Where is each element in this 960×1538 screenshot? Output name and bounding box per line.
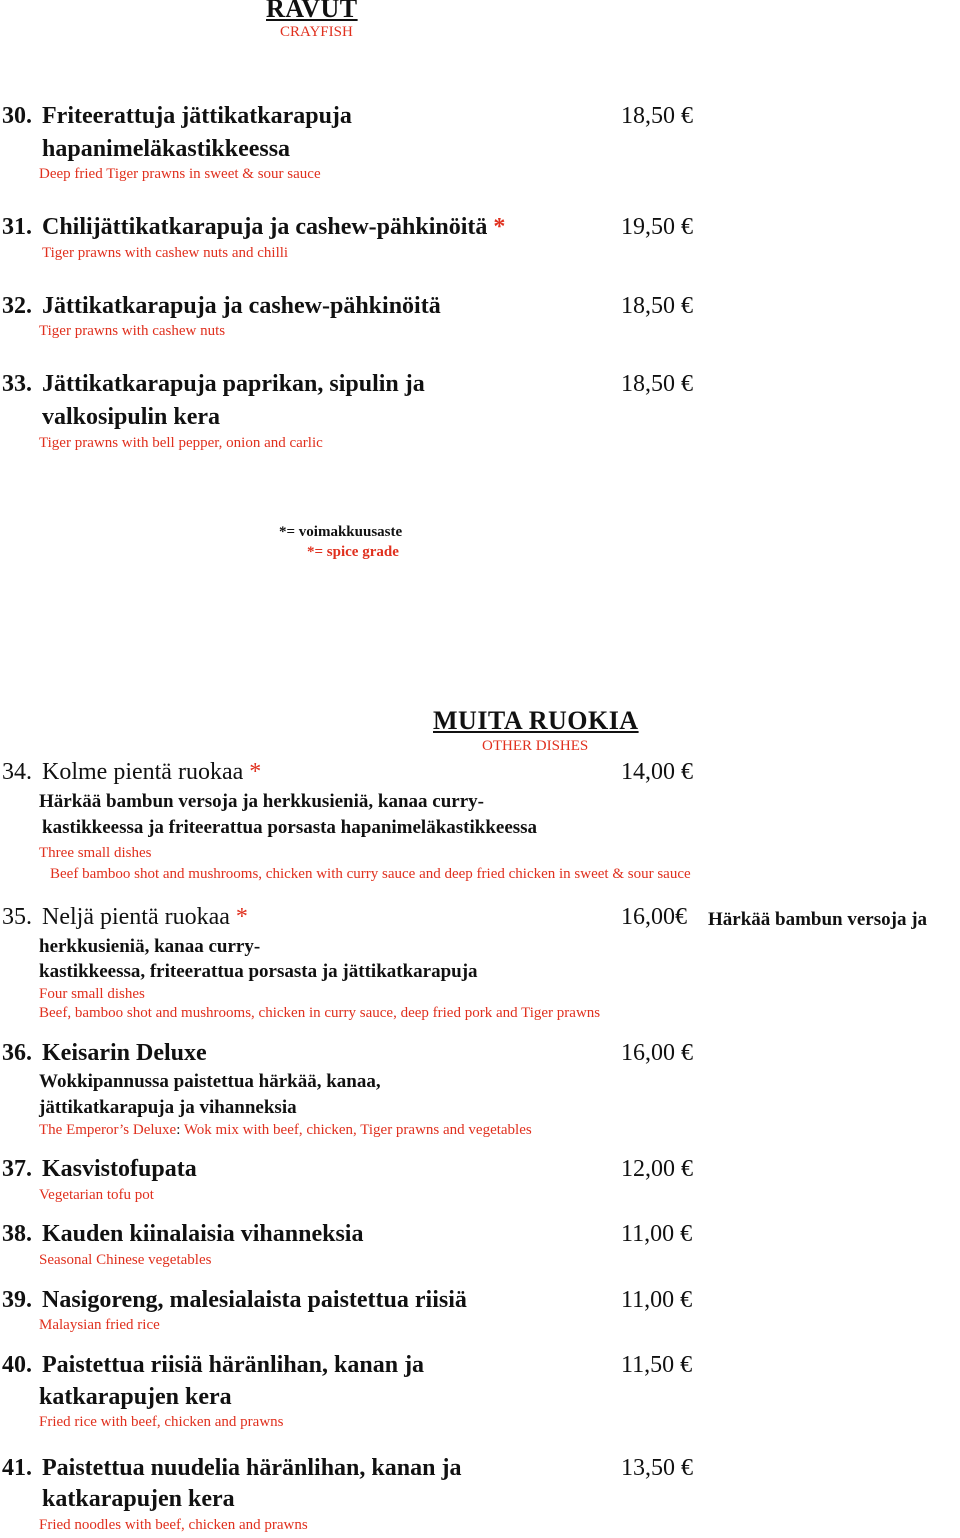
item-english-detail: Wok mix with beef, chicken, Tiger prawns and vegetables <box>180 1122 532 1138</box>
item-number: 36. <box>2 1040 32 1066</box>
item-name: Nasigoreng, malesialaista paistettua riisiä <box>42 1287 467 1313</box>
item-name: Paistettua riisiä häränlihan, kanan ja <box>42 1352 425 1378</box>
item-number: 30. <box>2 103 32 129</box>
item-description-cont: jättikatkarapuja ja vihanneksia <box>39 1097 297 1118</box>
item-name: Friteerattuja jättikatkarapuja <box>42 103 352 129</box>
item-name: Jättikatkarapuja paprikan, sipulin ja <box>42 371 425 397</box>
item-name-text: Kolme pientä ruokaa <box>42 759 244 785</box>
item-number: 32. <box>2 293 32 319</box>
item-name: Paistettua nuudelia häränlihan, kanan ja <box>42 1455 462 1481</box>
item-price: 11,00 € <box>621 1287 693 1313</box>
item-name <box>42 904 248 931</box>
item-name-text: Neljä pientä ruokaa <box>42 904 230 930</box>
item-english: Malaysian fried rice <box>39 1317 160 1333</box>
item-price: 12,00 € <box>621 1156 693 1182</box>
item-name-cont: valkosipulin kera <box>42 404 221 430</box>
item-price: 14,00 € <box>621 759 693 785</box>
item-description: Härkää bambun versoja ja <box>708 909 928 930</box>
item-number: 38. <box>2 1221 32 1247</box>
item-name-cont: katkarapujen kera <box>42 1486 235 1512</box>
item-english: Tiger prawns with cashew nuts <box>39 323 226 339</box>
item-name <box>42 214 505 241</box>
item-number: 34. <box>2 759 32 785</box>
item-english: Tiger prawns with bell pepper, onion and carlic <box>39 435 323 451</box>
item-name-cont: hapanimeläkastikkeessa <box>42 136 291 162</box>
item-price: 11,50 € <box>621 1352 693 1378</box>
item-english <box>39 1122 532 1139</box>
spice-star: * <box>249 759 262 785</box>
item-name: Keisarin Deluxe <box>42 1040 207 1066</box>
item-price: 18,50 € <box>621 371 693 397</box>
item-price: 16,00 € <box>621 1040 693 1066</box>
item-english-detail: Beef, bamboo shot and mushrooms, chicken in curry sauce, deep fried pork and Tiger prawns <box>39 1005 601 1021</box>
spice-star: * <box>493 214 506 240</box>
item-english: Fried rice with beef, chicken and prawns <box>39 1414 284 1430</box>
legend-finnish: *= voimakkuusaste <box>279 524 403 540</box>
item-number: 37. <box>2 1156 32 1182</box>
section-subtitle-other: OTHER DISHES <box>482 738 589 754</box>
item-number: 31. <box>2 214 32 240</box>
item-english-title: The Emperor’s Deluxe <box>39 1122 177 1138</box>
item-name: Jättikatkarapuja ja cashew-pähkinöitä <box>42 293 441 319</box>
item-english: Tiger prawns with cashew nuts and chilli <box>42 245 289 261</box>
item-number: 33. <box>2 371 32 397</box>
item-description: Wokkipannussa paistettua härkää, kanaa, <box>39 1071 381 1092</box>
legend-english: *= spice grade <box>307 544 399 560</box>
item-number: 39. <box>2 1287 32 1313</box>
item-price: 11,00 € <box>621 1221 693 1247</box>
item-name: Kasvistofupata <box>42 1156 197 1182</box>
section-subtitle-crayfish: CRAYFISH <box>280 24 353 40</box>
item-price: 18,50 € <box>621 293 693 319</box>
item-price: 16,00€ <box>621 904 687 930</box>
item-english: Vegetarian tofu pot <box>39 1187 154 1203</box>
item-name: Kauden kiinalaisia vihanneksia <box>42 1221 364 1247</box>
item-description-cont: kastikkeessa ja friteerattua porsasta hapanimeläkastikkeessa <box>42 817 538 838</box>
item-english-detail: Beef bamboo shot and mushrooms, chicken with curry sauce and deep fried chicken in sweet & sour sauce <box>50 866 691 882</box>
item-price: 18,50 € <box>621 103 693 129</box>
spice-star: * <box>235 904 248 930</box>
item-name <box>42 759 261 786</box>
item-number: 35. <box>2 904 32 930</box>
item-number: 40. <box>2 1352 32 1378</box>
item-english: Seasonal Chinese vegetables <box>39 1252 212 1268</box>
item-price: 19,50 € <box>621 214 693 240</box>
item-english: Four small dishes <box>39 986 145 1002</box>
item-description-cont: herkkusieniä, kanaa curry- <box>39 936 261 957</box>
item-english: Three small dishes <box>39 845 152 861</box>
item-name-cont: katkarapujen kera <box>39 1384 232 1410</box>
item-description-cont: kastikkeessa, friteerattua porsasta ja jättikatkarapuja <box>39 961 478 982</box>
section-title-other: MUITA RUOKIA <box>433 706 639 735</box>
item-description: Härkää bambun versoja ja herkkusieniä, kanaa curry- <box>39 791 484 812</box>
section-title-crayfish: RAVUT <box>266 0 358 23</box>
item-number: 41. <box>2 1455 32 1481</box>
item-english-colon: : <box>176 1122 181 1138</box>
item-english: Deep fried Tiger prawns in sweet & sour sauce <box>39 166 321 182</box>
item-price: 13,50 € <box>621 1455 693 1481</box>
item-name-text: Chilijättikatkarapuja ja cashew-pähkinöitä <box>42 214 488 240</box>
item-english: Fried noodles with beef, chicken and prawns <box>39 1517 308 1533</box>
